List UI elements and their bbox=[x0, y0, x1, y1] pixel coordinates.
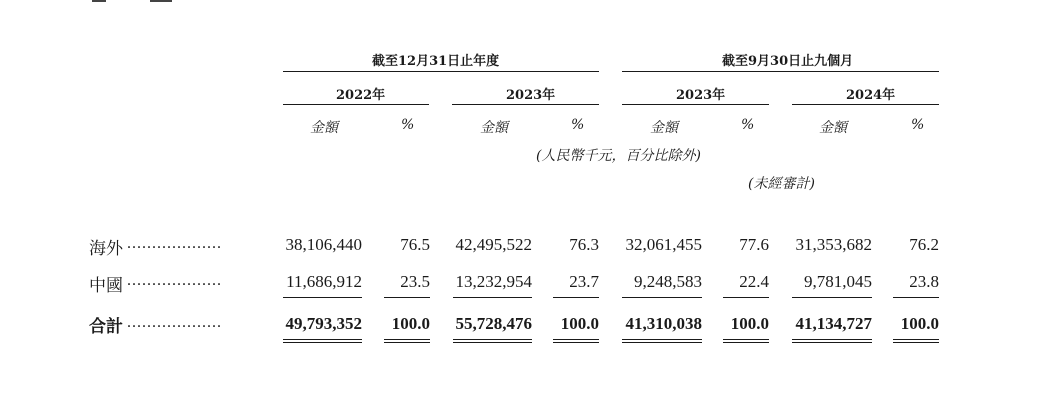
row-label-overseas: 海外 bbox=[89, 239, 123, 259]
table-cell: 42,495,522 bbox=[455, 235, 532, 254]
table-cell: 32,061,455 bbox=[625, 235, 702, 254]
leader-dots: ................... bbox=[127, 272, 222, 289]
total-double-rule bbox=[723, 342, 769, 343]
total-double-rule bbox=[893, 342, 939, 343]
total-double-rule bbox=[893, 339, 939, 340]
table-cell-total: 55,728,476 bbox=[455, 314, 532, 333]
table-cell-total: 100.0 bbox=[391, 314, 430, 333]
table-cell: 9,781,045 bbox=[804, 272, 872, 291]
table-cell: 22.4 bbox=[739, 272, 769, 291]
table-cell-total: 100.0 bbox=[730, 314, 769, 333]
unit-note: (人民幣千元，百分比除外) bbox=[536, 148, 701, 164]
table-cell: 23.8 bbox=[909, 272, 939, 291]
leader-dots: ................... bbox=[127, 235, 222, 252]
total-double-rule bbox=[453, 339, 532, 340]
subtotal-rule bbox=[622, 297, 702, 298]
subtotal-rule bbox=[723, 297, 769, 298]
year-header-rule bbox=[622, 104, 769, 105]
leader-dots: ................... bbox=[127, 314, 222, 331]
amount-column-header: 金額 bbox=[480, 120, 508, 136]
table-cell: 31,353,682 bbox=[795, 235, 872, 254]
total-double-rule bbox=[723, 339, 769, 340]
table-cell: 13,232,954 bbox=[455, 272, 532, 291]
percent-column-header: % bbox=[571, 117, 585, 133]
unaudited-note: (未經審計) bbox=[748, 176, 815, 192]
table-cell: 76.2 bbox=[909, 235, 939, 254]
table-cell: 38,106,440 bbox=[285, 235, 362, 254]
top-edge-mark bbox=[150, 0, 172, 2]
table-cell: 9,248,583 bbox=[634, 272, 702, 291]
table-cell: 11,686,912 bbox=[286, 272, 362, 291]
year-header-rule bbox=[452, 104, 599, 105]
top-edge-mark bbox=[92, 0, 106, 2]
group-header-rule bbox=[283, 71, 599, 72]
total-double-rule bbox=[553, 339, 599, 340]
subtotal-rule bbox=[893, 297, 939, 298]
total-double-rule bbox=[553, 342, 599, 343]
table-cell: 23.7 bbox=[569, 272, 599, 291]
year-header: 2024年 bbox=[846, 88, 896, 103]
table-cell: 76.3 bbox=[569, 235, 599, 254]
total-double-rule bbox=[622, 339, 702, 340]
year-header-rule bbox=[792, 104, 939, 105]
subtotal-rule bbox=[453, 297, 532, 298]
year-header: 2023年 bbox=[506, 88, 556, 103]
subtotal-rule bbox=[384, 297, 430, 298]
year-header: 2022年 bbox=[336, 88, 386, 103]
amount-column-header: 金額 bbox=[819, 120, 847, 136]
table-cell: 23.5 bbox=[400, 272, 430, 291]
total-double-rule bbox=[453, 342, 532, 343]
percent-column-header: % bbox=[911, 117, 925, 133]
table-cell-total: 100.0 bbox=[900, 314, 939, 333]
group-header-nine-months: 截至9月30日止九個月 bbox=[722, 54, 854, 69]
table-cell: 76.5 bbox=[400, 235, 430, 254]
year-header: 2023年 bbox=[676, 88, 726, 103]
amount-column-header: 金額 bbox=[310, 120, 338, 136]
table-cell-total: 49,793,352 bbox=[285, 314, 362, 333]
subtotal-rule bbox=[792, 297, 872, 298]
group-header-rule bbox=[622, 71, 939, 72]
table-cell-total: 41,310,038 bbox=[625, 314, 702, 333]
table-cell-total: 100.0 bbox=[560, 314, 599, 333]
total-double-rule bbox=[283, 339, 362, 340]
total-double-rule bbox=[792, 339, 872, 340]
subtotal-rule bbox=[553, 297, 599, 298]
amount-column-header: 金額 bbox=[650, 120, 678, 136]
percent-column-header: % bbox=[401, 117, 415, 133]
group-header-fiscal-year: 截至12月31日止年度 bbox=[372, 54, 500, 69]
year-header-rule bbox=[283, 104, 429, 105]
table-cell: 77.6 bbox=[739, 235, 769, 254]
row-label-china: 中國 bbox=[89, 276, 123, 296]
row-label-total: 合計 bbox=[89, 317, 123, 337]
total-double-rule bbox=[792, 342, 872, 343]
percent-column-header: % bbox=[741, 117, 755, 133]
total-double-rule bbox=[622, 342, 702, 343]
subtotal-rule bbox=[283, 297, 362, 298]
total-double-rule bbox=[384, 339, 430, 340]
table-cell-total: 41,134,727 bbox=[795, 314, 872, 333]
total-double-rule bbox=[283, 342, 362, 343]
total-double-rule bbox=[384, 342, 430, 343]
